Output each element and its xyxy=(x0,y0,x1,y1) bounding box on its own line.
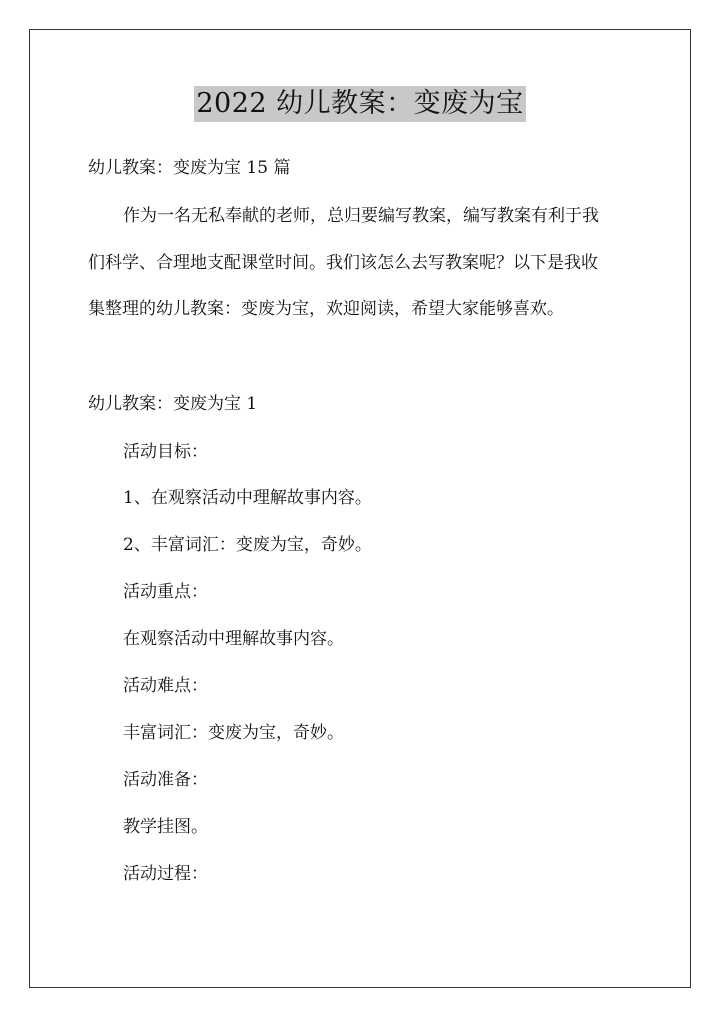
difficulties-heading: 活动难点： xyxy=(123,676,208,696)
intro-line-2: 们科学、合理地支配课堂时间。我们该怎么去写教案呢？以下是我收 xyxy=(88,253,598,273)
section-heading: 幼儿教案：变废为宝 1 xyxy=(88,394,258,414)
preparation-text: 教学挂图。 xyxy=(123,817,208,837)
preparation-heading: 活动准备： xyxy=(123,770,208,790)
difficulties-text: 丰富词汇：变废为宝，奇妙。 xyxy=(123,723,344,743)
objective-item-2: 2、丰富词汇：变废为宝，奇妙。 xyxy=(123,535,372,555)
document-subtitle: 幼儿教案：变废为宝 15 篇 xyxy=(88,158,291,178)
title-container xyxy=(0,86,720,122)
intro-line-3: 集整理的幼儿教案：变废为宝，欢迎阅读，希望大家能够喜欢。 xyxy=(88,299,564,319)
intro-line-1: 作为一名无私奉献的老师，总归要编写教案，编写教案有利于我 xyxy=(123,206,599,226)
objective-item-1: 1、在观察活动中理解故事内容。 xyxy=(123,488,372,508)
process-heading: 活动过程： xyxy=(123,864,208,884)
key-points-heading: 活动重点： xyxy=(123,582,208,602)
key-points-text: 在观察活动中理解故事内容。 xyxy=(123,629,344,649)
objectives-heading: 活动目标： xyxy=(123,442,208,462)
document-title: 2022 幼儿教案：变废为宝 xyxy=(194,86,525,122)
